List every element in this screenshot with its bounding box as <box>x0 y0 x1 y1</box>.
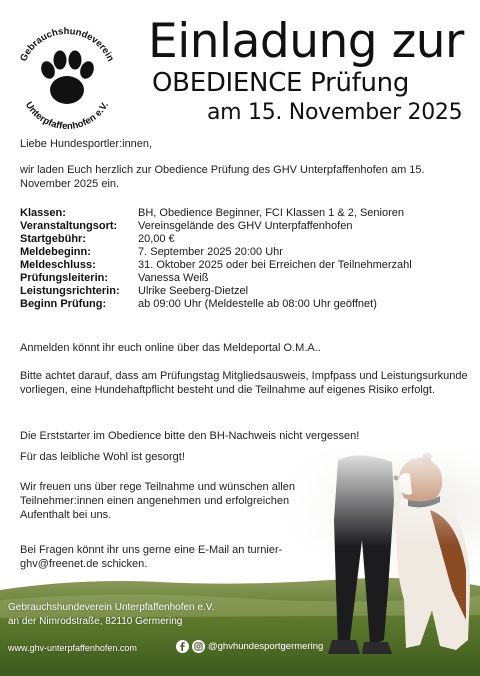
greeting: Liebe Hundesportler:innen, <box>20 138 153 150</box>
info-value: ab 09:00 Uhr (Meldestelle ab 08:00 Uhr geöffnet) <box>138 298 377 310</box>
catering-note: Für das leibliche Wohl ist gesorgt! <box>20 451 185 463</box>
info-row-venue <box>20 220 412 233</box>
info-label: Prüfungsleiterin: <box>20 272 109 284</box>
instagram-icon[interactable] <box>192 640 205 653</box>
info-value: Vereinsgelände des GHV Unterpfaffenhofen <box>138 220 353 232</box>
title-line-2: OBEDIENCE Prüfung <box>152 68 410 98</box>
info-row-exam-leader <box>20 272 412 285</box>
info-label: Meldebeginn: <box>20 246 91 258</box>
info-label: Veranstaltungsort: <box>20 220 118 232</box>
paw-icon <box>39 51 96 105</box>
title-line-3: am 15. November 2025 <box>207 100 463 125</box>
info-label: Leistungsrichterin: <box>20 285 120 297</box>
title-line-1: Einladung zur <box>148 14 464 69</box>
logo-bottom-text: Unterpfaffenhofen e.V. <box>22 100 112 133</box>
footer-website-link[interactable]: www.ghv-unterpfaffenhofen.com <box>8 643 137 653</box>
info-label: Startgebühr: <box>20 233 86 245</box>
info-row-fee <box>20 233 412 246</box>
intro-text: wir laden Euch herzlich zur Obedience Prüfung des GHV Unterpfaffenhofen am 15. November 2025 ein. <box>20 164 425 190</box>
registration-note: Anmelden könnt ihr euch online über das Meldeportal O.M.A.. <box>20 342 321 354</box>
info-value: 7. September 2025 20:00 Uhr <box>138 246 283 258</box>
requirements-note: Bitte achtet darauf, dass am Prüfungstag Mitgliedsausweis, Impfpass und Leistungsurkunde vorliegen, eine Hundehaftpflicht besteht und die Teilnahme auf eigenes Risiko erfolgt. <box>20 370 468 396</box>
info-label: Meldeschluss: <box>20 259 96 271</box>
event-info <box>20 207 412 311</box>
logo-top-text: Gebrauchshundeverein <box>18 25 116 64</box>
info-label: Klassen: <box>20 207 66 219</box>
info-row-start-time <box>20 298 412 311</box>
info-row-registration-start <box>20 246 412 259</box>
facebook-icon[interactable] <box>176 640 189 653</box>
club-logo <box>8 20 126 138</box>
info-value: 31. Oktober 2025 oder bei Erreichen der Teilnehmerzahl <box>138 259 412 271</box>
info-value: BH, Obedience Beginner, FCI Klassen 1 & 2, Senioren <box>138 207 404 219</box>
info-label: Beginn Prüfung: <box>20 298 107 310</box>
welcome-note: Wir freuen uns über rege Teilnahme und wünschen allen Teilnehmer:innen einen angenehmen und erfolgreichen Aufenthalt bei uns. <box>20 481 295 521</box>
social-handle[interactable] <box>176 640 323 653</box>
info-row-registration-end <box>20 259 412 272</box>
contact-note: Bei Fragen könnt ihr uns gerne eine E-Mail an turnier-ghv@freenet.de schicken. <box>20 544 283 570</box>
social-handle-text: @ghvhundesportgermering <box>208 641 324 652</box>
info-row-judge <box>20 285 412 298</box>
footer-address: an der Nimrodstraße, 82110 Germering <box>8 616 183 627</box>
info-row-classes <box>20 207 412 220</box>
svg-text:Unterpfaffenhofen e.V. <box>23 100 111 132</box>
info-value: 20,00 € <box>138 233 175 245</box>
svg-text:Gebrauchshundeverein <box>18 26 116 63</box>
info-value: Vanessa Weiß <box>138 272 209 284</box>
footer-org: Gebrauchshundeverein Unterpfaffenhofen e.V. <box>8 602 215 613</box>
first-starter-note: Die Erststarter im Obedience bitte den BH-Nachweis nicht vergessen! <box>20 430 360 442</box>
info-value: Ulrike Seeberg-Dietzel <box>138 285 249 297</box>
